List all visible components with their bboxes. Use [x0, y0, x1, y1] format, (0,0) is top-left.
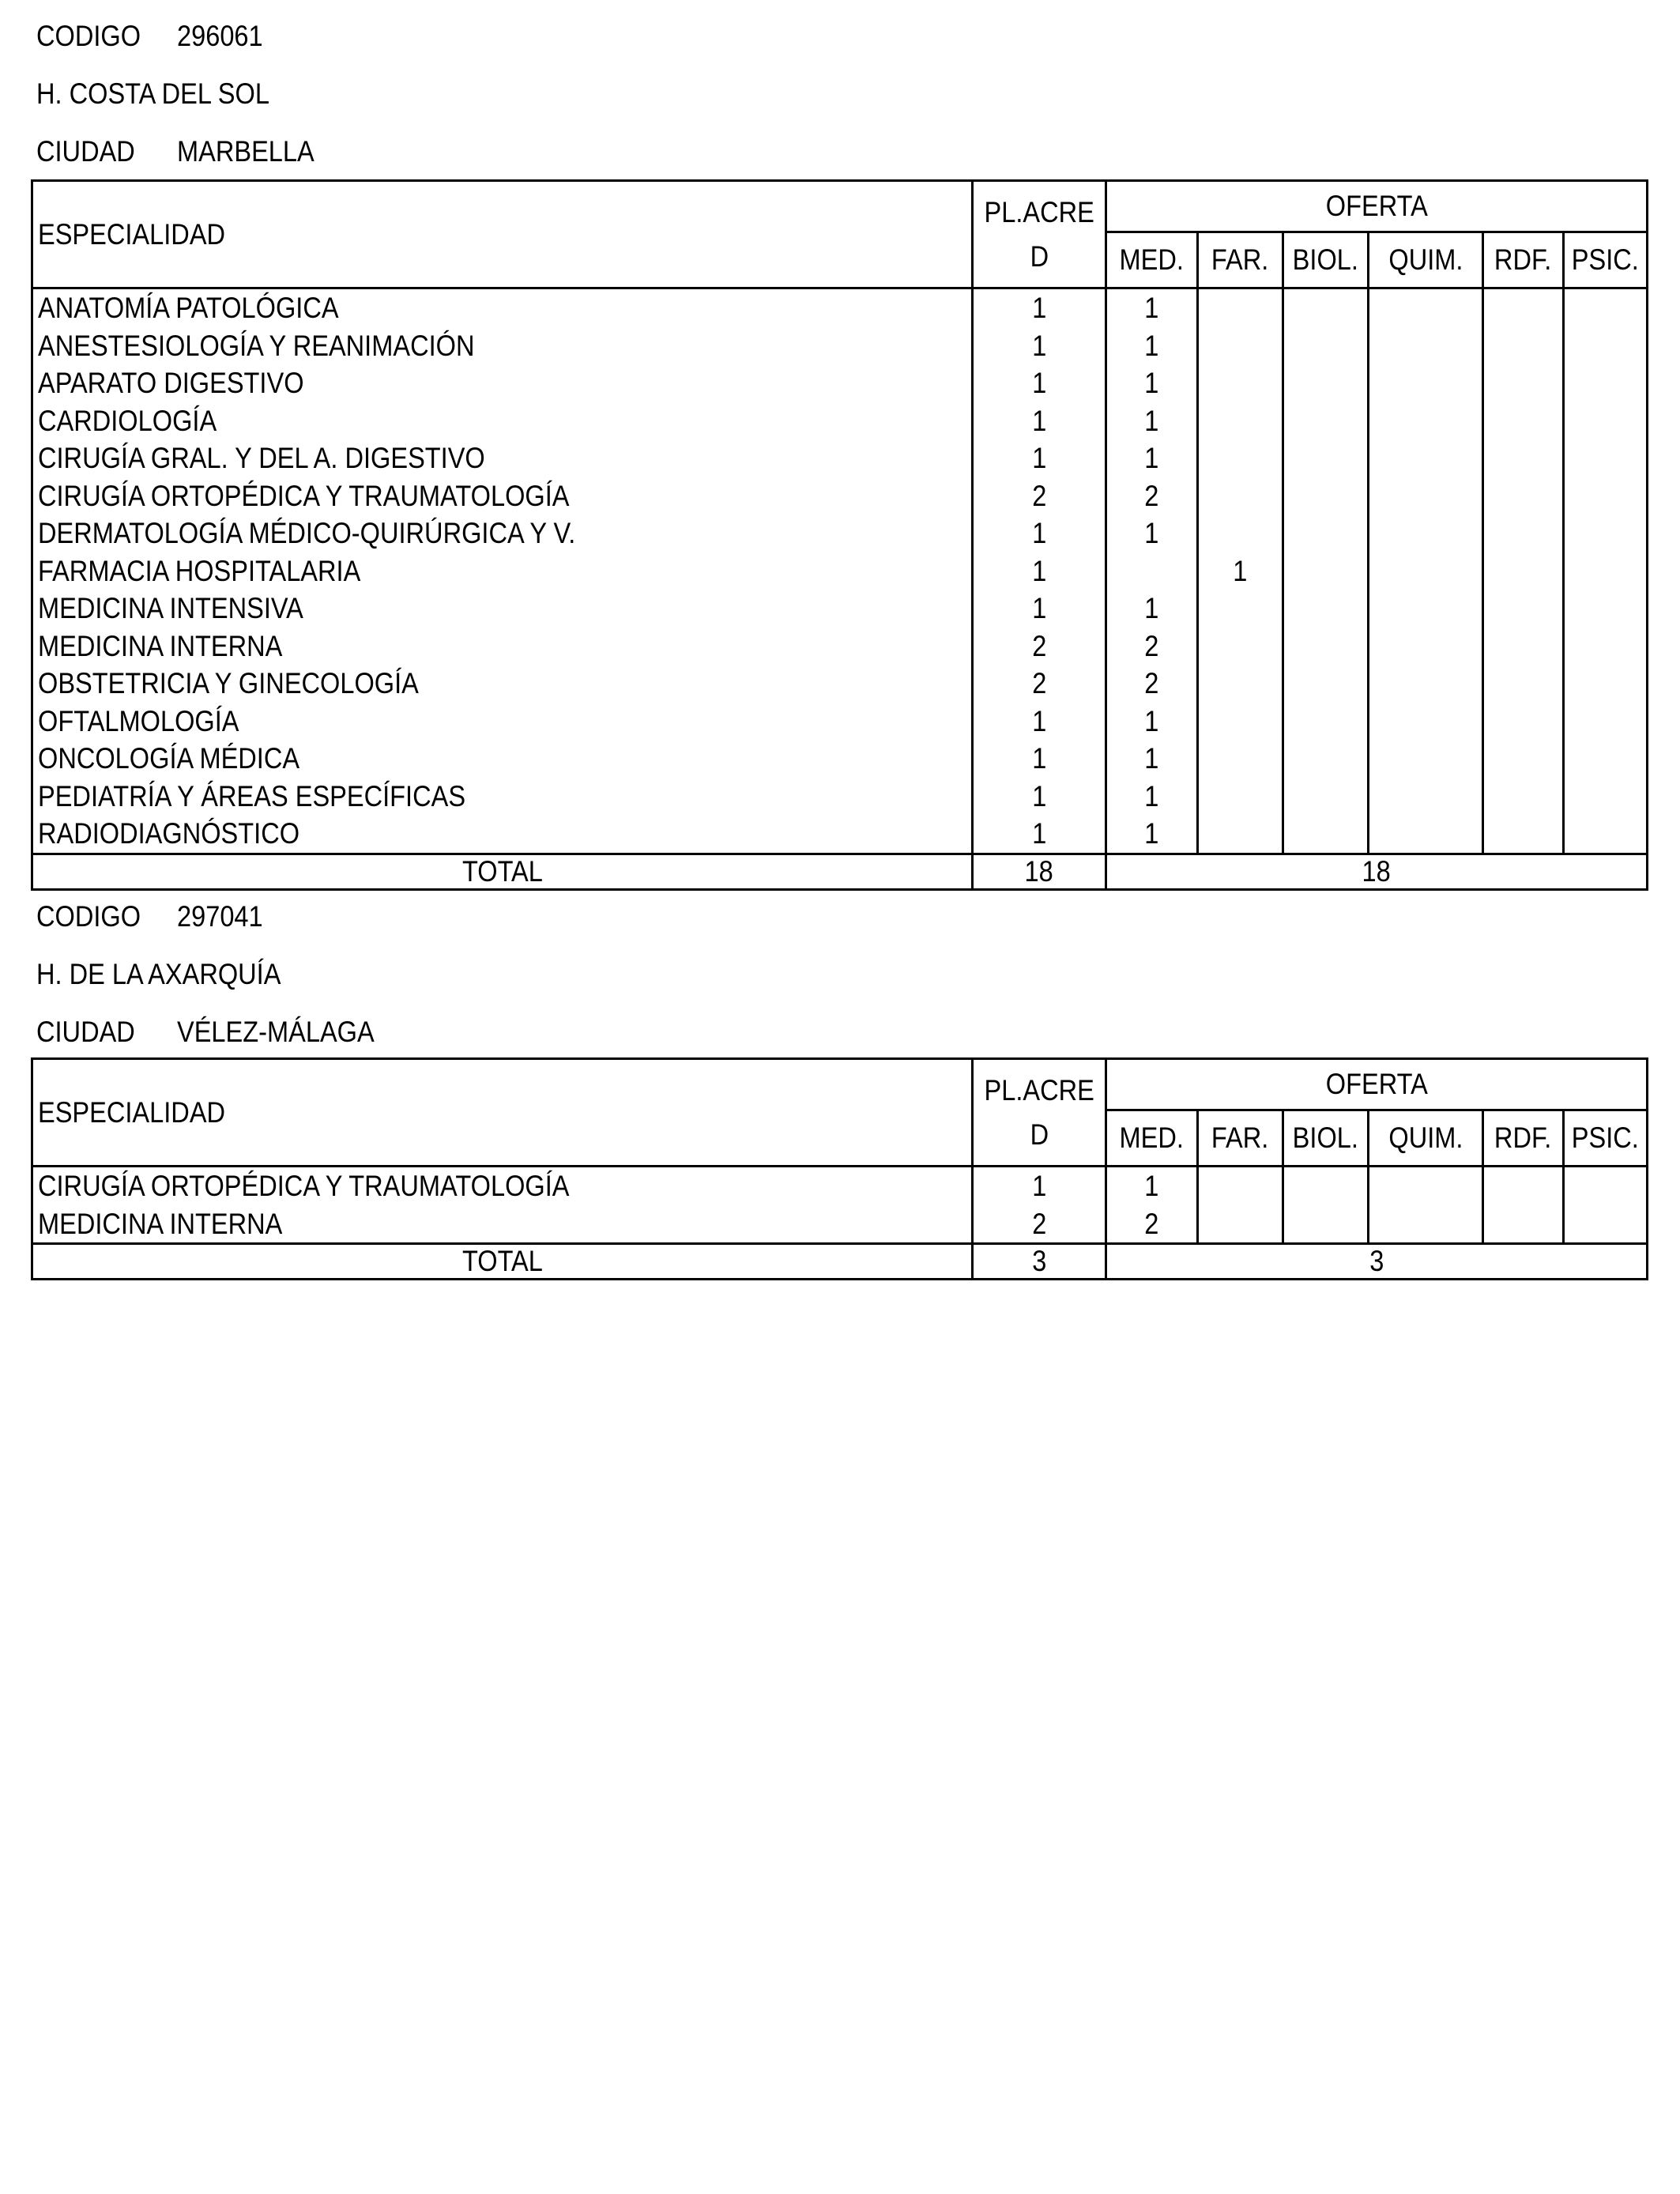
cell-rdf — [1483, 740, 1564, 778]
cell-quim — [1369, 327, 1483, 365]
cell-quim — [1369, 364, 1483, 402]
table-row — [32, 327, 1648, 365]
specialty-table-2 — [31, 1057, 1648, 1280]
cell-rdf — [1483, 1205, 1564, 1244]
cell-quim — [1369, 590, 1483, 628]
table-row — [32, 703, 1648, 741]
cell-quim — [1369, 815, 1483, 854]
cell-far — [1198, 778, 1283, 816]
cell-med: 2 — [1106, 628, 1198, 665]
cell-especialidad: CIRUGÍA ORTOPÉDICA Y TRAUMATOLOGÍA — [32, 1167, 973, 1205]
total-oferta: 18 — [1106, 854, 1648, 889]
codigo-label: CODIGO — [36, 900, 141, 933]
cell-biol — [1283, 477, 1369, 515]
cell-far — [1198, 364, 1283, 402]
cell-psic — [1564, 477, 1648, 515]
cell-rdf — [1483, 703, 1564, 741]
cell-placred: 1 — [973, 552, 1106, 590]
table-row — [32, 1205, 1648, 1244]
header-rdf: RDF. — [1483, 1110, 1564, 1167]
cell-far — [1198, 515, 1283, 552]
table-row — [32, 1167, 1648, 1205]
cell-far — [1198, 1205, 1283, 1244]
cell-biol — [1283, 778, 1369, 816]
cell-biol — [1283, 590, 1369, 628]
cell-rdf — [1483, 665, 1564, 703]
header-placred: PL.ACRE D — [973, 1059, 1106, 1167]
header-quim: QUIM. — [1369, 232, 1483, 288]
ciudad-label: CIUDAD — [36, 135, 135, 168]
cell-rdf — [1483, 515, 1564, 552]
cell-placred: 1 — [973, 364, 1106, 402]
cell-quim — [1369, 515, 1483, 552]
cell-med: 1 — [1106, 740, 1198, 778]
header-far: FAR. — [1198, 232, 1283, 288]
cell-psic — [1564, 628, 1648, 665]
cell-psic — [1564, 1167, 1648, 1205]
cell-med — [1106, 552, 1198, 590]
header-psic: PSIC. — [1564, 232, 1648, 288]
cell-rdf — [1483, 477, 1564, 515]
cell-rdf — [1483, 327, 1564, 365]
cell-placred: 1 — [973, 815, 1106, 854]
table-1-body — [32, 288, 1648, 854]
cell-med: 1 — [1106, 778, 1198, 816]
cell-especialidad: ANESTESIOLOGÍA Y REANIMACIÓN — [32, 327, 973, 365]
cell-rdf — [1483, 439, 1564, 477]
total-placred: 18 — [973, 854, 1106, 889]
table-row — [32, 515, 1648, 552]
cell-quim — [1369, 1167, 1483, 1205]
cell-especialidad: CIRUGÍA GRAL. Y DEL A. DIGESTIVO — [32, 439, 973, 477]
cell-especialidad: MEDICINA INTERNA — [32, 1205, 973, 1244]
codigo-value: 297041 — [177, 900, 263, 933]
ciudad-value: VÉLEZ-MÁLAGA — [177, 1016, 375, 1048]
cell-quim — [1369, 288, 1483, 327]
table-row — [32, 364, 1648, 402]
cell-quim — [1369, 439, 1483, 477]
cell-psic — [1564, 740, 1648, 778]
table-2-body — [32, 1167, 1648, 1244]
cell-quim — [1369, 740, 1483, 778]
cell-psic — [1564, 288, 1648, 327]
cell-quim — [1369, 402, 1483, 440]
total-oferta: 3 — [1106, 1244, 1648, 1280]
cell-placred: 2 — [973, 665, 1106, 703]
header-oferta: OFERTA — [1106, 1059, 1648, 1110]
cell-placred: 1 — [973, 327, 1106, 365]
cell-quim — [1369, 778, 1483, 816]
cell-psic — [1564, 815, 1648, 854]
cell-psic — [1564, 1205, 1648, 1244]
table-row — [32, 665, 1648, 703]
cell-far — [1198, 327, 1283, 365]
cell-rdf — [1483, 552, 1564, 590]
specialty-table-1 — [31, 179, 1648, 891]
total-row — [32, 1244, 1648, 1280]
cell-psic — [1564, 327, 1648, 365]
cell-especialidad: RADIODIAGNÓSTICO — [32, 815, 973, 854]
cell-psic — [1564, 665, 1648, 703]
cell-psic — [1564, 590, 1648, 628]
cell-quim — [1369, 1205, 1483, 1244]
cell-rdf — [1483, 402, 1564, 440]
cell-biol — [1283, 402, 1369, 440]
header-especialidad: ESPECIALIDAD — [32, 1059, 973, 1167]
cell-placred: 1 — [973, 590, 1106, 628]
total-label: TOTAL — [32, 854, 973, 889]
header-med: MED. — [1106, 232, 1198, 288]
cell-med: 2 — [1106, 477, 1198, 515]
cell-med: 1 — [1106, 703, 1198, 741]
cell-psic — [1564, 439, 1648, 477]
cell-med: 1 — [1106, 439, 1198, 477]
cell-placred: 1 — [973, 439, 1106, 477]
cell-med: 1 — [1106, 327, 1198, 365]
table-row — [32, 552, 1648, 590]
cell-far: 1 — [1198, 552, 1283, 590]
header-biol: BIOL. — [1283, 1110, 1369, 1167]
cell-biol — [1283, 288, 1369, 327]
table-row — [32, 628, 1648, 665]
cell-med: 1 — [1106, 815, 1198, 854]
total-label: TOTAL — [32, 1244, 973, 1280]
cell-biol — [1283, 439, 1369, 477]
cell-biol — [1283, 665, 1369, 703]
cell-med: 1 — [1106, 288, 1198, 327]
cell-biol — [1283, 552, 1369, 590]
cell-especialidad: CIRUGÍA ORTOPÉDICA Y TRAUMATOLOGÍA — [32, 477, 973, 515]
cell-placred: 2 — [973, 628, 1106, 665]
cell-especialidad: DERMATOLOGÍA MÉDICO-QUIRÚRGICA Y V. — [32, 515, 973, 552]
cell-quim — [1369, 477, 1483, 515]
cell-placred: 2 — [973, 1205, 1106, 1244]
cell-biol — [1283, 815, 1369, 854]
cell-especialidad: MEDICINA INTENSIVA — [32, 590, 973, 628]
cell-med: 2 — [1106, 1205, 1198, 1244]
table-row — [32, 402, 1648, 440]
hospital-name: H. COSTA DEL SOL — [36, 77, 269, 110]
cell-placred: 1 — [973, 703, 1106, 741]
header-oferta: OFERTA — [1106, 181, 1648, 232]
cell-far — [1198, 703, 1283, 741]
cell-far — [1198, 288, 1283, 327]
cell-med: 1 — [1106, 364, 1198, 402]
cell-far — [1198, 439, 1283, 477]
cell-quim — [1369, 665, 1483, 703]
cell-psic — [1564, 552, 1648, 590]
cell-especialidad: OBSTETRICIA Y GINECOLOGÍA — [32, 665, 973, 703]
ciudad-label: CIUDAD — [36, 1016, 135, 1048]
header-quim: QUIM. — [1369, 1110, 1483, 1167]
cell-biol — [1283, 327, 1369, 365]
cell-placred: 1 — [973, 740, 1106, 778]
cell-rdf — [1483, 364, 1564, 402]
cell-especialidad: MEDICINA INTERNA — [32, 628, 973, 665]
cell-rdf — [1483, 778, 1564, 816]
hospital-name: H. DE LA AXARQUÍA — [36, 958, 281, 990]
cell-far — [1198, 628, 1283, 665]
cell-far — [1198, 590, 1283, 628]
table-row — [32, 439, 1648, 477]
cell-biol — [1283, 703, 1369, 741]
header-rdf: RDF. — [1483, 232, 1564, 288]
codigo-label: CODIGO — [36, 20, 141, 52]
cell-placred: 1 — [973, 288, 1106, 327]
codigo-value: 296061 — [177, 20, 263, 52]
cell-quim — [1369, 628, 1483, 665]
total-placred: 3 — [973, 1244, 1106, 1280]
cell-rdf — [1483, 1167, 1564, 1205]
table-row — [32, 477, 1648, 515]
cell-placred: 2 — [973, 477, 1106, 515]
cell-psic — [1564, 778, 1648, 816]
cell-psic — [1564, 515, 1648, 552]
header-biol: BIOL. — [1283, 232, 1369, 288]
table-row — [32, 815, 1648, 854]
cell-especialidad: PEDIATRÍA Y ÁREAS ESPECÍFICAS — [32, 778, 973, 816]
cell-far — [1198, 402, 1283, 440]
header-especialidad: ESPECIALIDAD — [32, 181, 973, 288]
cell-biol — [1283, 364, 1369, 402]
cell-far — [1198, 815, 1283, 854]
total-row — [32, 854, 1648, 889]
table-row — [32, 590, 1648, 628]
cell-far — [1198, 477, 1283, 515]
cell-placred: 1 — [973, 778, 1106, 816]
cell-far — [1198, 665, 1283, 703]
cell-biol — [1283, 740, 1369, 778]
cell-rdf — [1483, 815, 1564, 854]
cell-placred: 1 — [973, 515, 1106, 552]
table-row — [32, 740, 1648, 778]
cell-biol — [1283, 1167, 1369, 1205]
cell-placred: 1 — [973, 1167, 1106, 1205]
cell-med: 1 — [1106, 402, 1198, 440]
cell-especialidad: OFTALMOLOGÍA — [32, 703, 973, 741]
cell-especialidad: APARATO DIGESTIVO — [32, 364, 973, 402]
cell-biol — [1283, 515, 1369, 552]
cell-psic — [1564, 703, 1648, 741]
header-far: FAR. — [1198, 1110, 1283, 1167]
cell-med: 2 — [1106, 665, 1198, 703]
cell-med: 1 — [1106, 515, 1198, 552]
cell-quim — [1369, 703, 1483, 741]
cell-especialidad: ONCOLOGÍA MÉDICA — [32, 740, 973, 778]
cell-biol — [1283, 1205, 1369, 1244]
cell-especialidad: ANATOMÍA PATOLÓGICA — [32, 288, 973, 327]
header-psic: PSIC. — [1564, 1110, 1648, 1167]
cell-rdf — [1483, 288, 1564, 327]
cell-especialidad: FARMACIA HOSPITALARIA — [32, 552, 973, 590]
cell-psic — [1564, 364, 1648, 402]
cell-quim — [1369, 552, 1483, 590]
cell-rdf — [1483, 628, 1564, 665]
cell-rdf — [1483, 590, 1564, 628]
header-med: MED. — [1106, 1110, 1198, 1167]
cell-psic — [1564, 402, 1648, 440]
cell-especialidad: CARDIOLOGÍA — [32, 402, 973, 440]
cell-placred: 1 — [973, 402, 1106, 440]
table-row — [32, 288, 1648, 327]
cell-far — [1198, 1167, 1283, 1205]
table-row — [32, 778, 1648, 816]
cell-far — [1198, 740, 1283, 778]
header-placred: PL.ACRE D — [973, 181, 1106, 288]
cell-biol — [1283, 628, 1369, 665]
ciudad-value: MARBELLA — [177, 135, 315, 168]
cell-med: 1 — [1106, 1167, 1198, 1205]
cell-med: 1 — [1106, 590, 1198, 628]
